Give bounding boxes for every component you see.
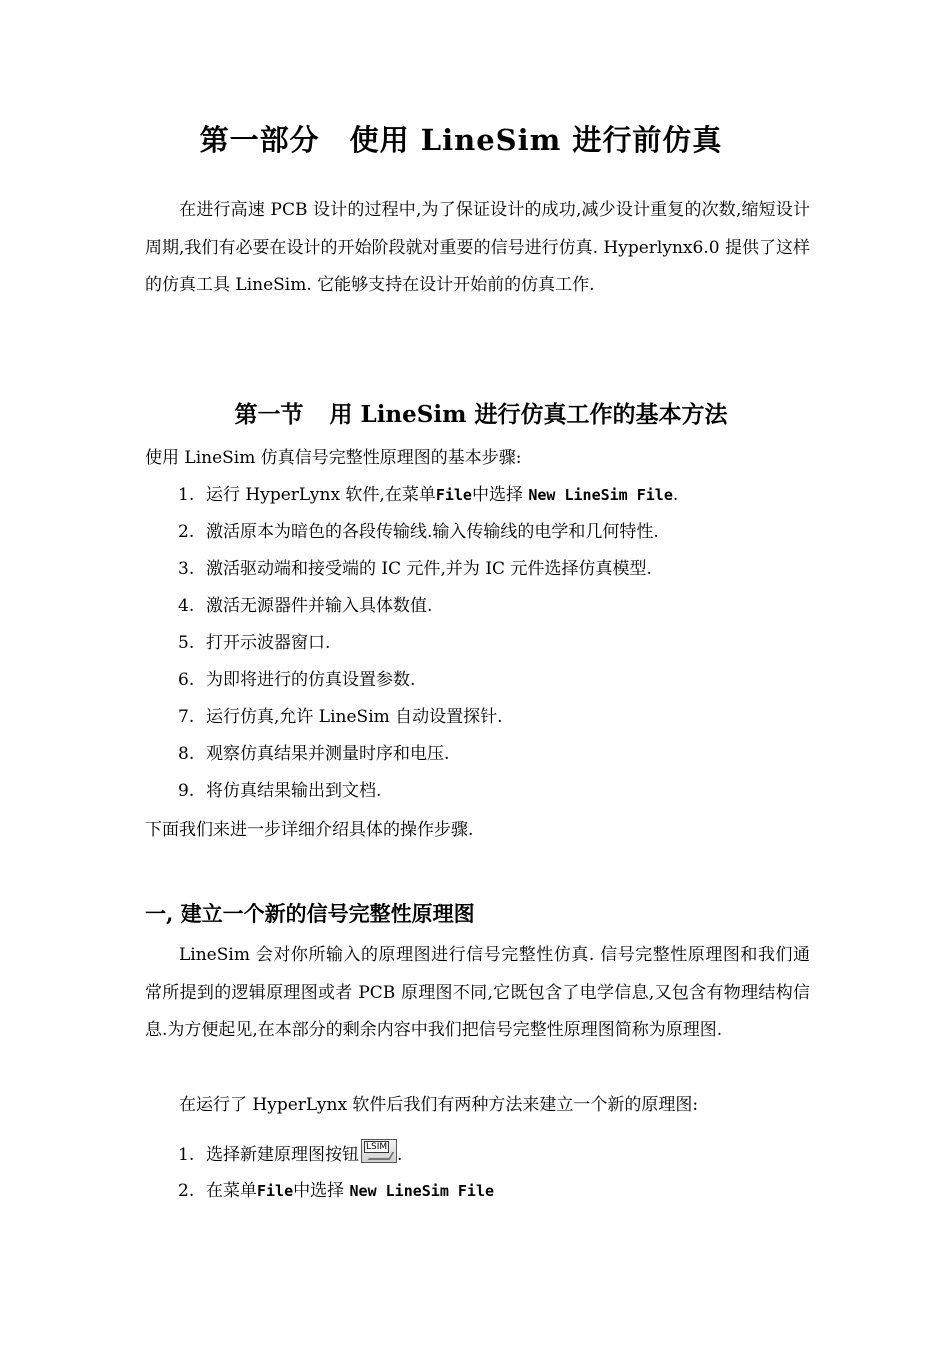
subsection-title: 一, 建立一个新的信号完整性原理图 (145, 901, 475, 926)
linesim-new-schematic-icon: LSIM (361, 1139, 397, 1163)
step-item: 6. 为即将进行的仿真设置参数. (178, 670, 416, 690)
steps-intro: 使用 LineSim 仿真信号完整性原理图的基本步骤: (145, 448, 522, 468)
section-title (0, 396, 950, 429)
step-item: 3. 激活驱动端和接受端的 IC 元件,并为 IC 元件选择仿真模型. (178, 559, 652, 579)
subsection-paragraph-2: 在运行了 HyperLynx 软件后我们有两种方法来建立一个新的原理图: (179, 1095, 699, 1115)
menu-file-code: File (257, 1182, 294, 1200)
part-title (0, 118, 922, 159)
new-linesim-file-code: New LineSim File (528, 486, 673, 504)
part-title-number: 第一部分 (199, 123, 320, 157)
step-item: 7. 运行仿真,允许 LineSim 自动设置探针. (178, 707, 503, 727)
intro-text: 在进行高速 PCB 设计的过程中,为了保证设计的成功,减少设计重复的次数,缩短设计周期,我们有必要在设计的开始阶段就对重要的信号进行仿真. Hyperlynx6.0 提供了这样的仿真工具 LineSim. 它能够支持在设计开始前的仿真工作. (145, 200, 810, 295)
steps-outro: 下面我们来进一步详细介绍具体的操作步骤. (145, 820, 474, 840)
section-title-text: 用 LineSim 进行仿真工作的基本方法 (329, 401, 728, 428)
step-item: 2. 激活原本为暗色的各段传输线.输入传输线的电学和几何特性. (178, 522, 659, 542)
step-item: 4. 激活无源器件并输入具体数值. (178, 596, 433, 616)
step-item: 5. 打开示波器窗口. (178, 633, 331, 653)
step-item: 1. 运行 HyperLynx 软件,在菜单File中选择 New LineSim File. (178, 485, 679, 505)
intro-paragraph (145, 192, 810, 305)
new-linesim-file-code: New LineSim File (349, 1182, 495, 1200)
method-item: 1. 选择新建原理图按钮 LSIM . (178, 1139, 402, 1168)
section-title-number: 第一节 (234, 401, 304, 428)
subsection-paragraph-1: LineSim 会对你所输入的原理图进行信号完整性仿真. 信号完整性原理图和我们通常所提到的逻辑原理图或者 PCB 原理图不同,它既包含了电学信息,又包含有物理结构信息.为方便起见,在本部分的剩余内容中我们把信号完整性原理图简称为原理图. (145, 945, 810, 1040)
menu-file-code: File (435, 486, 472, 504)
step-item: 9. 将仿真结果输出到文档. (178, 781, 382, 801)
step-item: 8. 观察仿真结果并测量时序和电压. (178, 744, 450, 764)
method-item: 2. 在菜单File中选择 New LineSim File (178, 1181, 495, 1201)
part-title-text: 使用 LineSim 进行前仿真 (349, 123, 723, 157)
